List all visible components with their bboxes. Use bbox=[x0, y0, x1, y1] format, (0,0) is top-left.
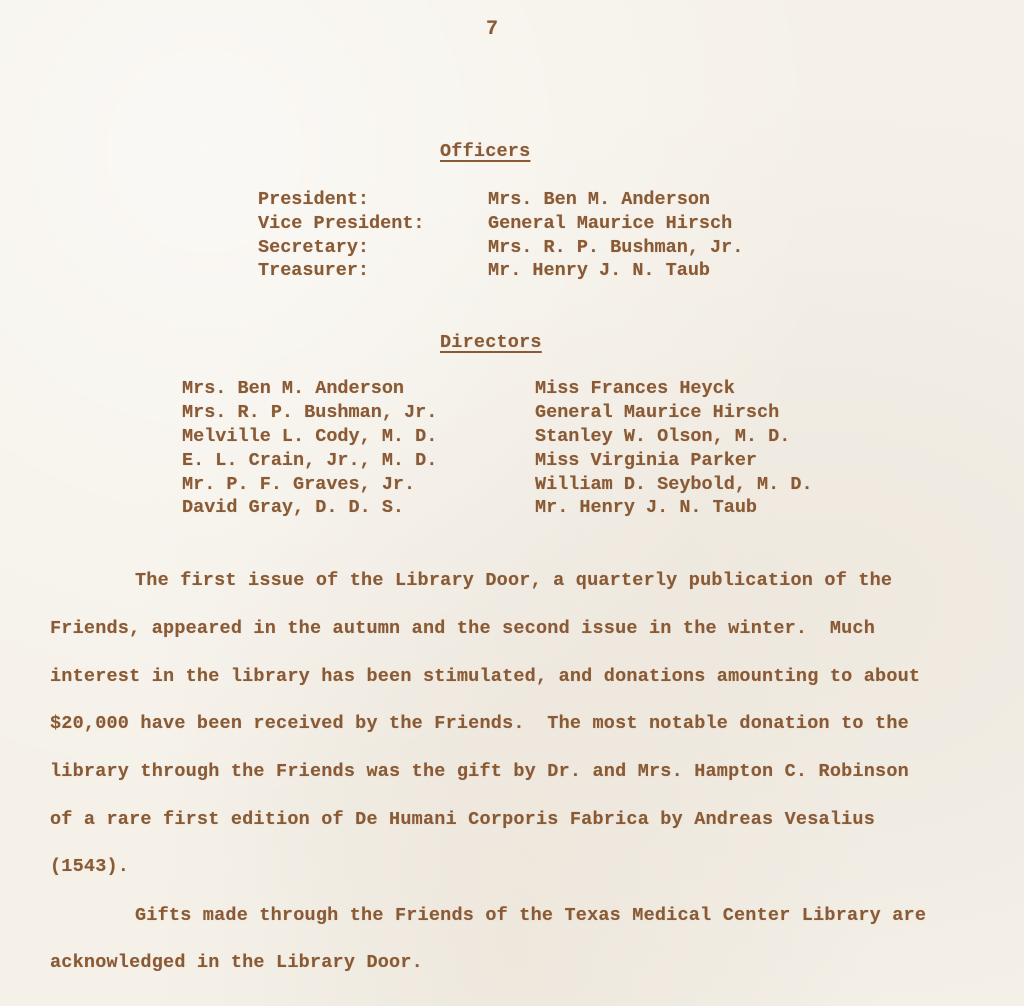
paragraph-line: library through the Friends was the gift by Dr. and Mrs. Hampton C. Robinson bbox=[50, 761, 909, 782]
officer-name: Mrs. Ben M. Anderson bbox=[488, 189, 711, 210]
officers-heading: Officers bbox=[440, 141, 531, 162]
director-name: Stanley W. Olson, M. D. bbox=[535, 426, 791, 447]
paragraph-line: $20,000 have been received by the Friends. The most notable donation to the bbox=[50, 713, 909, 734]
paragraph-line: (1543). bbox=[50, 856, 130, 877]
paragraph-line: The first issue of the Library Door, a quarterly publication of the bbox=[135, 570, 893, 591]
director-name: Melville L. Cody, M. D. bbox=[182, 426, 438, 447]
directors-heading: Directors bbox=[440, 332, 542, 353]
officer-title: President: bbox=[258, 189, 370, 210]
director-name: David Gray, D. D. S. bbox=[182, 497, 405, 518]
director-name: Mr. Henry J. N. Taub bbox=[535, 497, 758, 518]
officer-title: Treasurer: bbox=[258, 260, 370, 281]
director-name: Miss Virginia Parker bbox=[535, 450, 758, 471]
paragraph-line: Friends, appeared in the autumn and the second issue in the winter. Much bbox=[50, 618, 876, 639]
officer-name: General Maurice Hirsch bbox=[488, 213, 733, 234]
director-name: Mr. P. F. Graves, Jr. bbox=[182, 474, 416, 495]
paragraph-line: interest in the library has been stimulated, and donations amounting to about bbox=[50, 666, 921, 687]
director-name: E. L. Crain, Jr., M. D. bbox=[182, 450, 438, 471]
officer-title: Vice President: bbox=[258, 213, 425, 234]
paragraph-line: of a rare first edition of De Humani Corporis Fabrica by Andreas Vesalius bbox=[50, 809, 876, 830]
director-name: Miss Frances Heyck bbox=[535, 378, 735, 399]
officer-title: Secretary: bbox=[258, 237, 370, 258]
page-number: 7 bbox=[486, 18, 499, 41]
director-name: Mrs. R. P. Bushman, Jr. bbox=[182, 402, 438, 423]
officer-name: Mrs. R. P. Bushman, Jr. bbox=[488, 237, 744, 258]
paragraph-line: acknowledged in the Library Door. bbox=[50, 952, 423, 973]
officer-name: Mr. Henry J. N. Taub bbox=[488, 260, 711, 281]
director-name: William D. Seybold, M. D. bbox=[535, 474, 813, 495]
paragraph-line: Gifts made through the Friends of the Texas Medical Center Library are bbox=[135, 905, 927, 926]
director-name: General Maurice Hirsch bbox=[535, 402, 780, 423]
director-name: Mrs. Ben M. Anderson bbox=[182, 378, 405, 399]
